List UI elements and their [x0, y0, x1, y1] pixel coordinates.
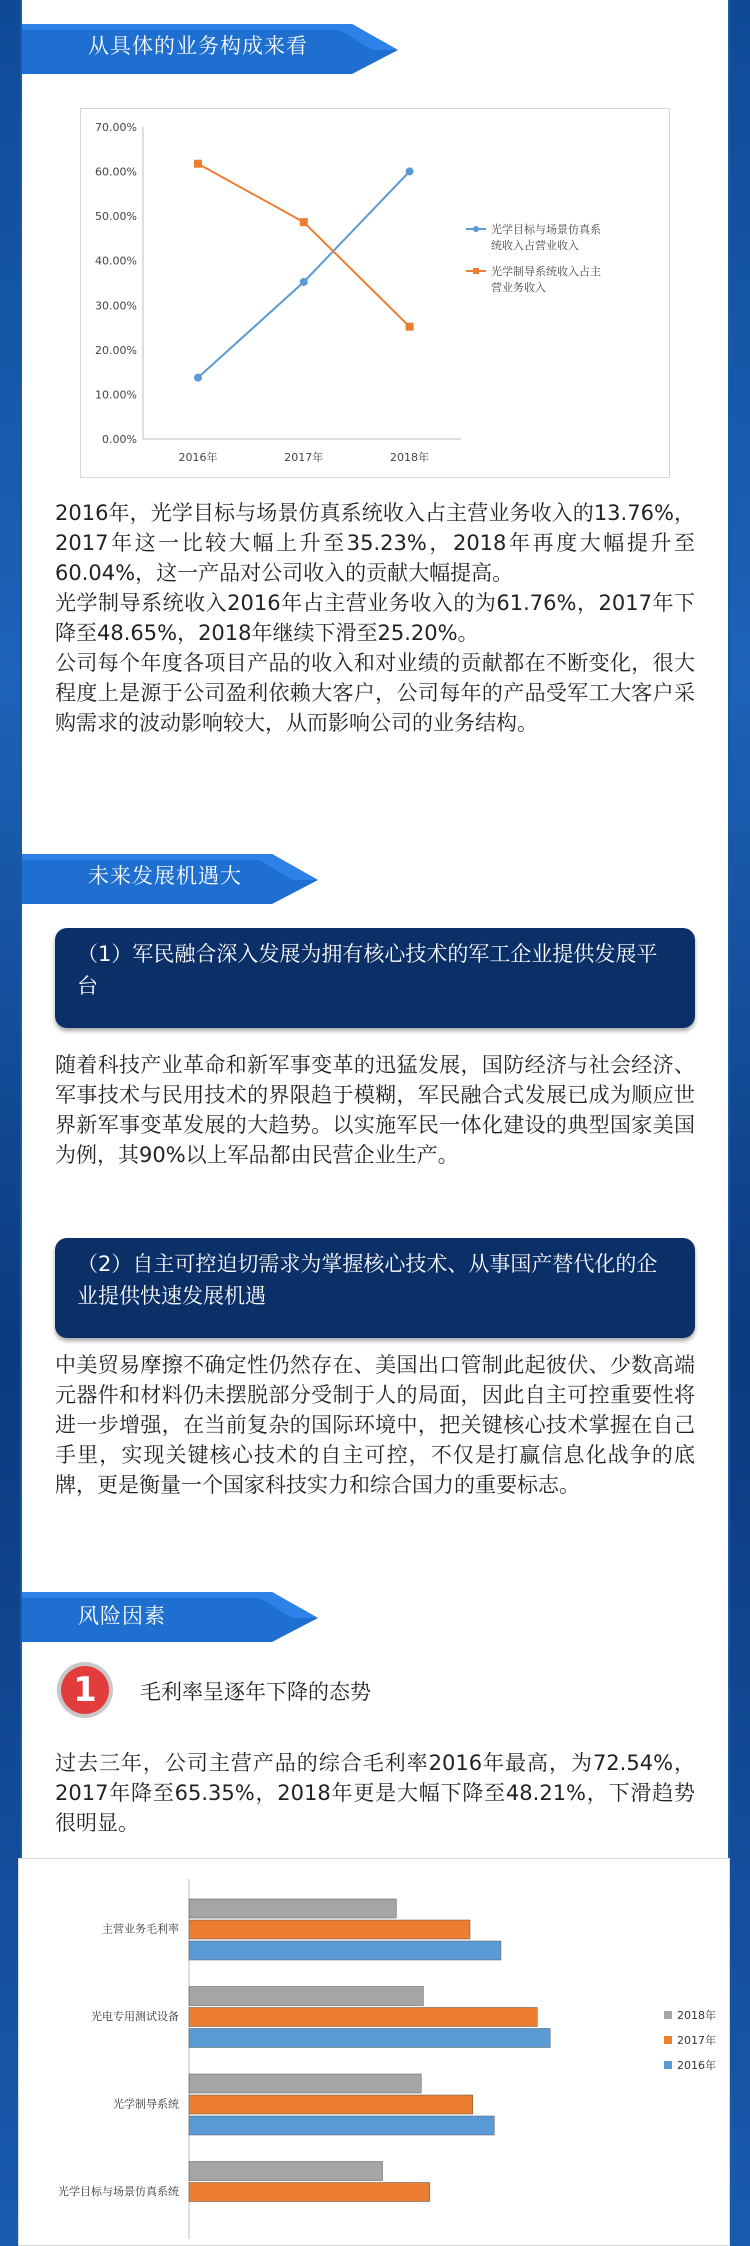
series-line [198, 171, 410, 377]
bar [189, 1920, 470, 1939]
line-chart [80, 108, 670, 478]
bar [189, 2008, 537, 2027]
risk-number: 1 [73, 1670, 97, 1710]
y-tick-label: 10.00% [95, 388, 137, 402]
paragraph-simulation: 2016年，光学目标与场景仿真系统收入占主营业务收入的13.76%，2017年这一比较大幅上升至35.23%，2018年再度大幅提升至60.04%，这一产品对公司收入的贡献大幅提高。 [55, 501, 695, 585]
bar-chart-svg [19, 1859, 731, 2246]
legend-marker [473, 268, 479, 274]
legend-label: 光学目标与场景仿真系 [491, 223, 601, 236]
bar [189, 1987, 423, 2006]
line-chart-svg [81, 109, 671, 479]
legend-label: 2017年 [677, 2034, 716, 2047]
data-point [300, 218, 308, 226]
banner-arrow-icon [22, 1592, 322, 1650]
section-banner-business [22, 18, 402, 76]
legend-label: 2016年 [677, 2059, 716, 2072]
bar [189, 1899, 396, 1918]
bar [189, 1941, 501, 1960]
opportunity-1-text: 随着科技产业革命和新军事变革的迅猛发展，国防经济与社会经济、军事技术与民用技术的界限趋于模糊，军民融合式发展已成为顺应世界新军事变革发展的大趋势。以实施军民一体化建设的典型国家美国为例，其90%以上军品都由民营企业生产。 [55, 1053, 695, 1167]
x-tick-label: 2018年 [390, 451, 430, 464]
risk-1-title: 毛利率呈逐年下降的态势 [140, 1680, 371, 1704]
section-banner-opportunity [22, 850, 322, 908]
legend-label: 光学制导系统收入占主 [491, 265, 601, 278]
opportunity-2-text: 中美贸易摩擦不确定性仍然存在、美国出口管制此起彼伏、少数高端元器件和材料仍未摆脱部分受制于人的局面，因此自主可控重要性将进一步增强，在当前复杂的国际环境中，把关键核心技术掌握在自己手里，实现关键核心技术的自主可控，不仅是打赢信息化战争的底牌，更是衡量一个国家科技实力和综合国力的重要标志。 [55, 1353, 695, 1497]
bar [189, 2074, 421, 2093]
bar [189, 2095, 473, 2114]
section-title: 未来发展机遇大 [88, 864, 242, 888]
data-point [194, 374, 202, 382]
data-point [300, 278, 308, 286]
section-title: 风险因素 [78, 1604, 166, 1628]
y-tick-label: 20.00% [95, 343, 137, 357]
legend-swatch [664, 2061, 672, 2069]
legend-swatch [664, 2011, 672, 2019]
category-label: 光电专用测试设备 [91, 2010, 179, 2023]
legend-label: 统收入占营业收入 [491, 239, 579, 252]
y-tick-label: 30.00% [95, 299, 137, 313]
section-title: 从具体的业务构成来看 [88, 34, 308, 58]
risk-1-text: 过去三年，公司主营产品的综合毛利率2016年最高，为72.54%，2017年降至65.35%，2018年更是大幅下降至48.21%，下滑趋势很明显。 [55, 1751, 695, 1835]
data-point [194, 160, 202, 168]
y-tick-label: 50.00% [95, 210, 137, 224]
series-line [198, 164, 410, 327]
paragraph-guidance: 光学制导系统收入2016年占主营业务收入的为61.76%，2017年下降至48.65%，2018年继续下滑至25.20%。 [55, 591, 695, 645]
section-banner-risk [22, 1592, 322, 1650]
category-label: 主营业务毛利率 [102, 1922, 179, 1936]
risk-number-badge [55, 1660, 115, 1720]
category-label: 光学目标与场景仿真系统 [58, 2185, 179, 2198]
x-tick-label: 2016年 [178, 451, 218, 464]
paragraph-customers: 公司每个年度各项目产品的收入和对业绩的贡献都在不断变化，很大程度上是源于公司盈利依赖大客户，公司每年的产品受军工大客户采购需求的波动影响较大，从而影响公司的业务结构。 [55, 651, 695, 735]
opportunity-2-heading: （2）自主可控迫切需求为掌握核心技术、从事国产替代化的企业提供快速发展机遇 [55, 1238, 695, 1338]
business-analysis-text [55, 498, 695, 738]
x-tick-label: 2017年 [284, 451, 324, 464]
bar [189, 2029, 550, 2048]
category-label: 光学制导系统 [113, 2097, 179, 2111]
bar [189, 2183, 430, 2202]
data-point [406, 323, 414, 331]
bar-chart [18, 1858, 730, 2246]
y-tick-label: 40.00% [95, 254, 137, 268]
bar [189, 2162, 383, 2181]
right-border [728, 0, 750, 2246]
opportunity-1-heading: （1）军民融合深入发展为拥有核心技术的军工企业提供发展平台 [55, 928, 695, 1028]
legend-label: 营业务收入 [491, 281, 546, 294]
y-tick-label: 70.00% [95, 121, 137, 134]
data-point [406, 167, 414, 175]
legend-label: 2018年 [677, 2009, 716, 2022]
y-tick-label: 0.00% [102, 433, 137, 446]
bar [189, 2116, 494, 2135]
legend-swatch [664, 2036, 672, 2044]
y-tick-label: 60.00% [95, 165, 137, 179]
legend-marker [473, 226, 479, 232]
